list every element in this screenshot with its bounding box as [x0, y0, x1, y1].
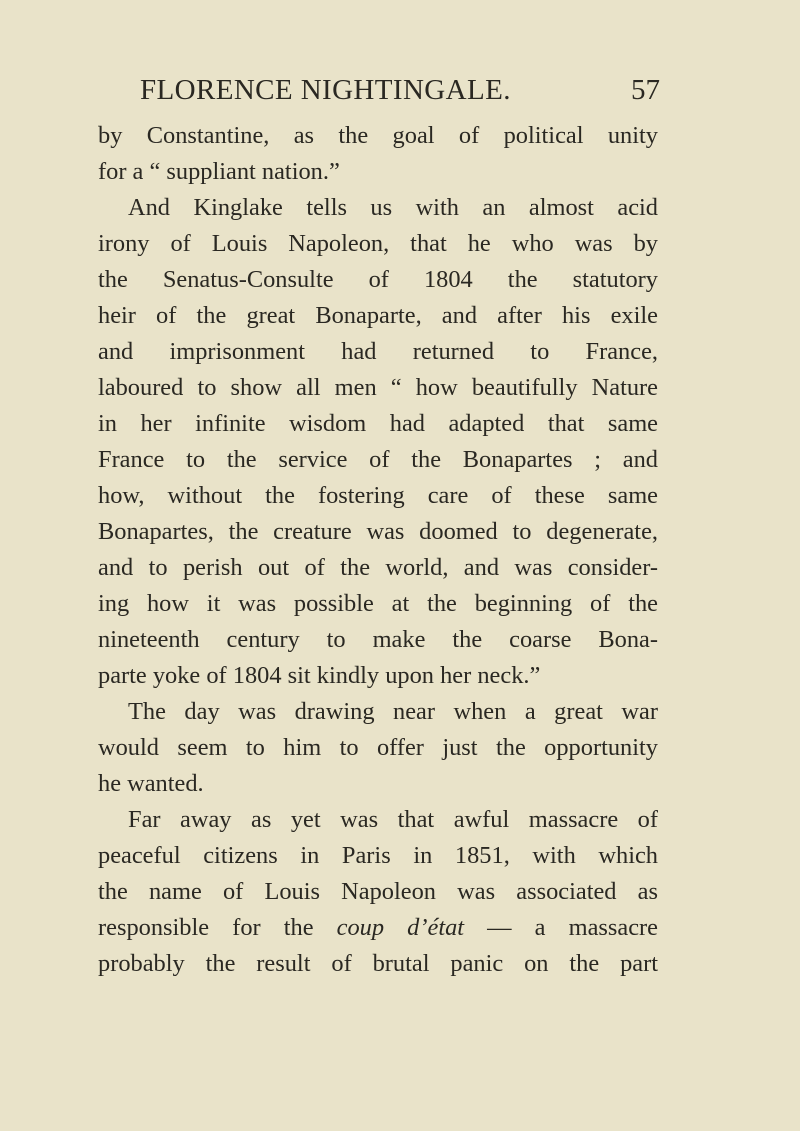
text-line: nineteenth century to make the coarse Bona- — [98, 626, 658, 653]
text-line: And Kinglake tells us with an almost acid — [128, 194, 658, 221]
body-text — [98, 118, 658, 982]
running-head — [140, 70, 660, 110]
text-line: the Senatus-Consulte of 1804 the statutory — [98, 266, 658, 293]
text-line: France to the service of the Bonapartes ; and — [98, 446, 658, 473]
text-line: The day was drawing near when a great war — [128, 698, 658, 725]
running-title: FLORENCE NIGHTINGALE. — [140, 74, 511, 106]
text-line: how, without the fostering care of these same — [98, 482, 658, 509]
text-line: heir of the great Bonaparte, and after his exile — [98, 302, 658, 329]
text-line: in her infinite wisdom had adapted that same — [98, 410, 658, 437]
text-segment: — a massacre — [464, 914, 659, 941]
text-line: the name of Louis Napoleon was associated as — [98, 878, 658, 905]
text-line-with-italic — [98, 910, 658, 946]
text-line: Bonapartes, the creature was doomed to degenerate, — [98, 518, 658, 545]
text-line: Far away as yet was that awful massacre of — [128, 806, 658, 833]
text-line: peaceful citizens in Paris in 1851, with which — [98, 842, 658, 869]
text-line: for a “ suppliant nation.” — [98, 158, 340, 185]
text-line: would seem to him to offer just the opportunity — [98, 734, 658, 761]
text-line: irony of Louis Napoleon, that he who was by — [98, 230, 658, 257]
text-segment: responsible for the — [98, 914, 337, 941]
text-line: he wanted. — [98, 770, 204, 797]
page-number: 57 — [631, 74, 660, 106]
text-line: laboured to show all men “ how beautifully Nature — [98, 374, 658, 401]
text-line: parte yoke of 1804 sit kindly upon her neck.” — [98, 662, 541, 689]
italic-phrase: coup d’état — [336, 914, 465, 941]
text-line: ing how it was possible at the beginning of the — [98, 590, 658, 617]
text-line: by Constantine, as the goal of political unity — [98, 122, 658, 149]
text-line: probably the result of brutal panic on the part — [98, 950, 658, 977]
text-line: and imprisonment had returned to France, — [98, 338, 658, 365]
text-line: and to perish out of the world, and was consider- — [98, 554, 658, 581]
